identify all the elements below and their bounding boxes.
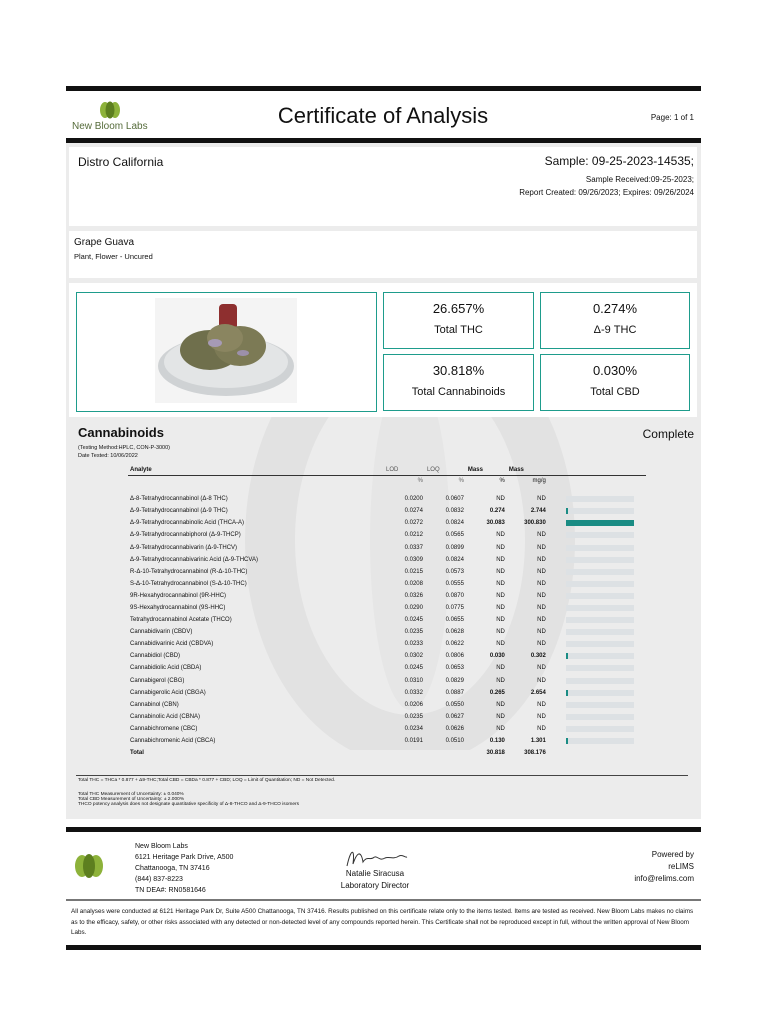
analyte-loq: 0.0899 xyxy=(445,544,464,551)
analyte-bar-cell xyxy=(548,541,648,553)
top-rule xyxy=(66,86,701,91)
analyte-mass-mg: ND xyxy=(537,629,546,636)
analyte-mass-mg: ND xyxy=(537,604,546,611)
table-row xyxy=(128,602,648,614)
director-signature xyxy=(343,846,409,870)
analyte-mass-mg: 0.302 xyxy=(530,653,546,660)
analyte-lod: 0.0309 xyxy=(404,556,423,563)
analyte-loq: 0.0829 xyxy=(445,677,464,684)
table-total-row xyxy=(128,747,648,759)
analyte-name: Cannabichromenic Acid (CBCA) xyxy=(130,738,216,745)
analyte-mass-pct: ND xyxy=(496,713,505,720)
analyte-bar-cell xyxy=(548,638,648,650)
analyte-bar-cell xyxy=(548,566,648,578)
analyte-mass-pct: 0.274 xyxy=(489,508,505,515)
sample-received: Sample Received:09-25-2023; xyxy=(585,175,694,184)
lab-name: New Bloom Labs xyxy=(135,843,188,850)
lab-phone: (844) 837-8223 xyxy=(135,876,183,883)
analyte-mass-mg: ND xyxy=(537,665,546,672)
analyte-lod: 0.0234 xyxy=(404,725,423,732)
bottom-rule xyxy=(66,945,701,950)
table-row xyxy=(128,650,648,662)
analyte-loq: 0.0824 xyxy=(445,556,464,563)
page-title: Certificate of Analysis xyxy=(277,103,489,128)
product-type: Plant, Flower - Uncured xyxy=(74,252,153,261)
unit-lod: % xyxy=(417,478,423,485)
analyte-lod: 0.0245 xyxy=(404,617,423,624)
analyte-loq: 0.0775 xyxy=(445,604,464,611)
signature-role: Laboratory Director xyxy=(340,881,410,890)
analyte-bar-cell xyxy=(548,626,648,638)
total-thc-value: 26.657% xyxy=(432,301,485,316)
table-row xyxy=(128,578,648,590)
analyte-name: Δ-9-Tetrahydrocannabinolic Acid (THCA-A) xyxy=(130,520,245,527)
analyte-loq: 0.0622 xyxy=(445,641,464,648)
total-cannabinoids-value: 30.818% xyxy=(432,363,485,378)
analyte-lod: 0.0233 xyxy=(404,641,423,648)
analyte-bar-fill xyxy=(566,508,568,514)
analyte-name: 9R-Hexahydrocannabinol (9R-HHC) xyxy=(130,592,227,599)
analyte-name: Δ-9-Tetrahydrocannabinol (Δ-9 THC) xyxy=(130,508,228,515)
analyte-name: Cannabigerol (CBG) xyxy=(130,677,185,684)
sample-photo xyxy=(155,298,297,403)
analyte-mass-mg: ND xyxy=(537,532,546,539)
analyte-loq: 0.0887 xyxy=(445,689,464,696)
analyte-mass-pct: ND xyxy=(496,592,505,599)
analyte-lod: 0.0191 xyxy=(404,738,423,745)
analyte-lod: 0.0274 xyxy=(404,508,423,515)
footnote-cbd-uncertainty: Total CBD Measurement of Uncertainty: ± 2.000% xyxy=(78,797,185,802)
analyte-name: Cannabidivarin (CBDV) xyxy=(130,629,193,636)
table-row xyxy=(128,505,648,517)
disclaimer-text: All analyses were conducted at 6121 Heritage Park Dr, Suite A500 Chattanooga, TN 37416. Results published on this certificate relate only to the items tested. Items are tested as received. New Bloom Labs makes no claims as to the efficacy, safety, or other risks associated with any detected or non-detected level of any compounds reported herein. This Certificate shall not be reproduced except in full, without the written approval of New Bloom Labs. xyxy=(71,908,694,936)
table-row xyxy=(128,687,648,699)
analyte-mass-pct: 0.265 xyxy=(489,689,505,696)
analyte-name: 9S-Hexahydrocannabinol (9S-HHC) xyxy=(130,604,226,611)
analyte-bar-track xyxy=(566,702,634,708)
analyte-mass-mg: ND xyxy=(537,617,546,624)
analyte-mass-pct: ND xyxy=(496,604,505,611)
analyte-name: Cannabinol (CBN) xyxy=(130,701,179,708)
analyte-mass-pct: ND xyxy=(496,629,505,636)
analyte-bar-cell xyxy=(548,505,648,517)
table-row xyxy=(128,735,648,747)
analyte-bar-fill xyxy=(566,690,568,696)
analyte-mass-pct: ND xyxy=(496,568,505,575)
analyte-mass-pct: ND xyxy=(496,617,505,624)
table-row xyxy=(128,541,648,553)
analyte-bar-track xyxy=(566,665,634,671)
analyte-lod: 0.0272 xyxy=(404,520,423,527)
analyte-mass-mg: 1.301 xyxy=(530,738,546,745)
analyte-bar-track xyxy=(566,569,634,575)
powered-by: Powered by xyxy=(651,850,694,859)
analyte-bar-track xyxy=(566,520,634,526)
total-cannabinoids-label: Total Cannabinoids xyxy=(411,386,506,398)
analyte-bar-track xyxy=(566,557,634,563)
analyte-loq: 0.0607 xyxy=(445,496,464,503)
table-row xyxy=(128,590,648,602)
total-thc-card xyxy=(383,292,534,349)
d9-thc-card xyxy=(540,292,690,349)
footnote-thco: THCO potency analysis does not designate quantitative specificity of Δ-8-THCO and Δ-9-THCO isomers xyxy=(78,802,300,807)
footnote-rule xyxy=(76,775,688,776)
analyte-lod: 0.0215 xyxy=(404,568,423,575)
analyte-mass-mg: 2.744 xyxy=(530,508,546,515)
total-cbd-card xyxy=(540,354,690,411)
analyte-bar-track xyxy=(566,496,634,502)
header-mass-pct: Mass xyxy=(467,466,483,473)
section-title: Cannabinoids xyxy=(78,425,164,440)
analyte-mass-pct: ND xyxy=(496,556,505,563)
table-row xyxy=(128,614,648,626)
analyte-name: Cannabidiolic Acid (CBDA) xyxy=(130,665,202,672)
analyte-name: Cannabichromene (CBC) xyxy=(130,725,198,732)
analyte-loq: 0.0626 xyxy=(445,725,464,732)
analyte-loq: 0.0565 xyxy=(445,532,464,539)
analyte-mass-mg: ND xyxy=(537,496,546,503)
cannabinoids-table-body xyxy=(128,493,648,759)
analyte-name: Δ-9-Tetrahydrocannabiphorol (Δ-9-THCP) xyxy=(130,532,241,539)
lab-contact xyxy=(135,841,233,896)
flower-sample-image-icon xyxy=(155,298,297,403)
date-tested: Date Tested: 10/06/2022 xyxy=(78,453,138,459)
total-label: Total xyxy=(130,750,144,757)
analyte-mass-pct: ND xyxy=(496,701,505,708)
signature-name: Natalie Siracusa xyxy=(345,869,405,878)
analyte-mass-mg: ND xyxy=(537,725,546,732)
sample-id: Sample: 09-25-2023-14535; xyxy=(544,154,694,168)
analyte-lod: 0.0332 xyxy=(404,689,423,696)
footer-logo-icon xyxy=(73,852,105,880)
analyte-mass-mg: ND xyxy=(537,544,546,551)
table-row xyxy=(128,626,648,638)
header-lod: LOD xyxy=(386,466,399,473)
analyte-bar-cell xyxy=(548,554,648,566)
analyte-bar-track xyxy=(566,690,634,696)
lab-address-2: Chattanooga, TN 37416 xyxy=(135,865,210,872)
analyte-mass-mg: ND xyxy=(537,677,546,684)
report-dates: Report Created: 09/26/2023; Expires: 09/26/2024 xyxy=(519,188,694,197)
analyte-lod: 0.0310 xyxy=(404,677,423,684)
total-thc-label: Total THC xyxy=(434,324,483,336)
unit-mass-mg: mg/g xyxy=(532,478,546,485)
analyte-mass-mg: ND xyxy=(537,592,546,599)
client-name: Distro California xyxy=(78,155,164,169)
analyte-mass-pct: ND xyxy=(496,532,505,539)
analyte-name: Δ-9-Tetrahydrocannabivarin (Δ-9-THCV) xyxy=(130,544,238,551)
analyte-lod: 0.0302 xyxy=(404,653,423,660)
analyte-bar-track xyxy=(566,653,634,659)
analyte-lod: 0.0206 xyxy=(404,701,423,708)
analyte-mass-pct: ND xyxy=(496,641,505,648)
header-loq: LOQ xyxy=(426,466,440,473)
powered-brand: reLIMS xyxy=(668,862,694,871)
analyte-bar-cell xyxy=(548,735,648,747)
analyte-loq: 0.0655 xyxy=(445,617,464,624)
analyte-name: Δ-9-Tetrahydrocannabivarinic Acid (Δ-9-THCVA) xyxy=(130,556,258,563)
analyte-bar-track xyxy=(566,545,634,551)
analyte-bar-cell xyxy=(548,529,648,541)
analyte-loq: 0.0628 xyxy=(445,629,464,636)
footer-top-rule xyxy=(66,827,701,832)
analyte-bar-track xyxy=(566,593,634,599)
analyte-mass-pct: 0.030 xyxy=(489,653,505,660)
analyte-name: Δ-8-Tetrahydrocannabinol (Δ-8 THC) xyxy=(130,496,228,503)
product-name: Grape Guava xyxy=(74,237,135,248)
analyte-loq: 0.0870 xyxy=(445,592,464,599)
analyte-bar-track xyxy=(566,617,634,623)
table-row xyxy=(128,638,648,650)
analyte-bar-cell xyxy=(548,493,648,505)
analyte-loq: 0.0824 xyxy=(445,520,464,527)
analyte-lod: 0.0326 xyxy=(404,592,423,599)
total-bar xyxy=(548,747,648,759)
table-row xyxy=(128,529,648,541)
total-cbd-label: Total CBD xyxy=(590,386,640,398)
total-loq xyxy=(425,747,466,759)
analyte-mass-pct: ND xyxy=(496,544,505,551)
analyte-bar-cell xyxy=(548,723,648,735)
analyte-bar-fill xyxy=(566,653,568,659)
analyte-mass-mg: 300.830 xyxy=(524,520,546,527)
total-mass-mg: 308.176 xyxy=(524,750,546,757)
analyte-bar-fill xyxy=(566,520,634,526)
table-row xyxy=(128,554,648,566)
footnote-formula: Total THC = THCa * 0.877 + Δ9-THC;Total CBD = CBDa * 0.877 + CBD; LOQ = Limit of Quantitation; ND = Not Detected. xyxy=(78,778,336,783)
analyte-bar-cell xyxy=(548,590,648,602)
table-row xyxy=(128,566,648,578)
analyte-name: Cannabigerolic Acid (CBGA) xyxy=(130,689,206,696)
analyte-bar-cell xyxy=(548,602,648,614)
testing-method: (Testing Method:HPLC, CON-P-3000) xyxy=(78,445,171,451)
d9-thc-label: Δ-9 THC xyxy=(593,324,637,336)
analyte-mass-pct: ND xyxy=(496,677,505,684)
analyte-loq: 0.0550 xyxy=(445,701,464,708)
unit-mass-pct: % xyxy=(499,478,505,485)
analyte-bar-cell xyxy=(548,517,648,529)
analyte-name: Cannabidivarinic Acid (CBDVA) xyxy=(130,641,214,648)
table-row xyxy=(128,675,648,687)
analyte-loq: 0.0627 xyxy=(445,713,464,720)
header-bar xyxy=(548,464,648,475)
analyte-bar-track xyxy=(566,714,634,720)
table-row xyxy=(128,517,648,529)
analyte-bar-track xyxy=(566,678,634,684)
analyte-bar-fill xyxy=(566,738,568,744)
analyte-bar-track xyxy=(566,641,634,647)
unit-analyte xyxy=(128,475,384,487)
header-analyte: Analyte xyxy=(130,466,152,473)
analyte-bar-track xyxy=(566,605,634,611)
page-number: Page: 1 of 1 xyxy=(650,113,694,122)
header-lab-name: New Bloom Labs xyxy=(72,121,148,132)
analyte-loq: 0.0573 xyxy=(445,568,464,575)
table-row xyxy=(128,493,648,505)
analyte-mass-pct: ND xyxy=(496,665,505,672)
table-row xyxy=(128,662,648,674)
analyte-mass-mg: 2.654 xyxy=(530,689,546,696)
table-row xyxy=(128,711,648,723)
analyte-loq: 0.0806 xyxy=(445,653,464,660)
analyte-name: S-Δ-10-Tetrahydrocannabinol (S-Δ-10-THC) xyxy=(130,580,247,587)
analyte-mass-pct: 30.083 xyxy=(486,520,505,527)
analyte-bar-cell xyxy=(548,675,648,687)
analyte-bar-cell xyxy=(548,687,648,699)
analyte-mass-mg: ND xyxy=(537,568,546,575)
analyte-bar-track xyxy=(566,508,634,514)
analyte-lod: 0.0235 xyxy=(404,629,423,636)
analyte-mass-pct: ND xyxy=(496,496,505,503)
analyte-mass-mg: ND xyxy=(537,580,546,587)
analyte-mass-mg: ND xyxy=(537,701,546,708)
footnote-thc-uncertainty: Total THC Measurement of Uncertainty: ± 0.040% xyxy=(78,792,184,797)
analyte-lod: 0.0200 xyxy=(404,496,423,503)
cannabinoids-table xyxy=(128,464,648,759)
table-row xyxy=(128,723,648,735)
analyte-bar-track xyxy=(566,532,634,538)
analyte-mass-mg: ND xyxy=(537,641,546,648)
analyte-mass-mg: ND xyxy=(537,713,546,720)
analyte-mass-mg: ND xyxy=(537,556,546,563)
analyte-lod: 0.0337 xyxy=(404,544,423,551)
total-cannabinoids-card xyxy=(383,354,534,411)
analyte-loq: 0.0653 xyxy=(445,665,464,672)
analyte-mass-pct: 0.130 xyxy=(489,738,505,745)
table-header-rule xyxy=(128,475,646,476)
analyte-lod: 0.0245 xyxy=(404,665,423,672)
analyte-name: Tetrahydrocannabinol Acetate (THCO) xyxy=(130,617,232,624)
analyte-loq: 0.0555 xyxy=(445,580,464,587)
analyte-mass-pct: ND xyxy=(496,725,505,732)
lab-address-1: 6121 Heritage Park Drive, A500 xyxy=(135,854,234,861)
header-mass-mg: Mass xyxy=(508,466,524,473)
total-lod xyxy=(384,747,425,759)
analyte-bar-cell xyxy=(548,662,648,674)
analyte-bar-cell xyxy=(548,614,648,626)
analyte-loq: 0.0510 xyxy=(445,738,464,745)
analyte-lod: 0.0290 xyxy=(404,604,423,611)
analyte-bar-cell xyxy=(548,699,648,711)
analyte-bar-track xyxy=(566,629,634,635)
analyte-lod: 0.0212 xyxy=(404,532,423,539)
disclaimer-rule xyxy=(66,899,701,901)
powered-email[interactable]: info@relims.com xyxy=(634,874,694,883)
product-panel xyxy=(69,231,697,278)
analyte-lod: 0.0235 xyxy=(404,713,423,720)
analyte-loq: 0.0832 xyxy=(445,508,464,515)
unit-loq: % xyxy=(458,478,464,485)
analyte-bar-track xyxy=(566,726,634,732)
analyte-bar-cell xyxy=(548,578,648,590)
analyte-bar-cell xyxy=(548,650,648,662)
analyte-lod: 0.0208 xyxy=(404,580,423,587)
analyte-bar-cell xyxy=(548,711,648,723)
table-row xyxy=(128,699,648,711)
analyte-bar-track xyxy=(566,738,634,744)
total-cbd-value: 0.030% xyxy=(592,363,638,378)
analyte-name: Cannabinolic Acid (CBNA) xyxy=(130,713,201,720)
d9-thc-value: 0.274% xyxy=(592,301,638,316)
analyte-name: R-Δ-10-Tetrahydrocannabinol (R-Δ-10-THC) xyxy=(130,568,248,575)
lab-dea: TN DEA#: RN0581646 xyxy=(135,887,206,894)
total-mass-pct: 30.818 xyxy=(486,750,505,757)
table-header-row xyxy=(128,464,648,475)
table-units-row xyxy=(128,475,648,487)
analyte-name: Cannabidiol (CBD) xyxy=(130,653,181,660)
section-status: Complete xyxy=(642,427,694,441)
analyte-mass-pct: ND xyxy=(496,580,505,587)
analyte-bar-track xyxy=(566,581,634,587)
unit-bar xyxy=(548,475,648,487)
